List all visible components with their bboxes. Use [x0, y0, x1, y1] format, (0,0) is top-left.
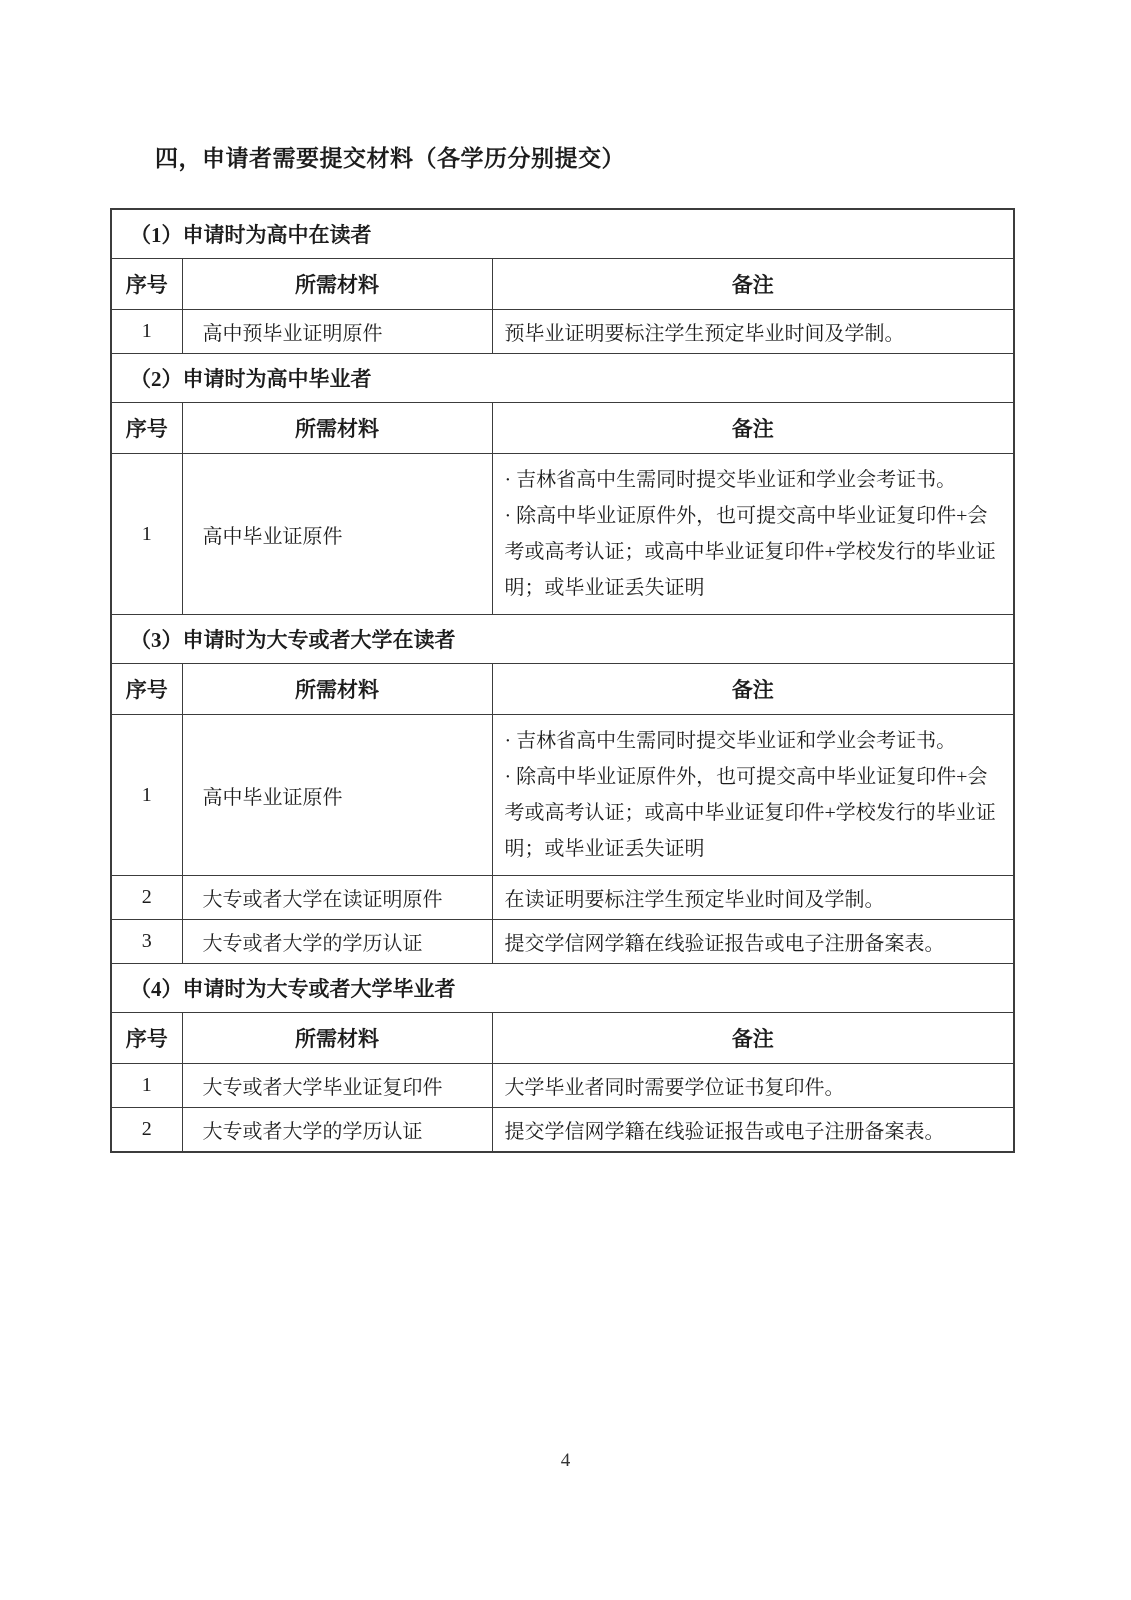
- document-title: 四，申请者需要提交材料（各学历分别提交）: [155, 146, 625, 171]
- row-number-cell: 1: [111, 454, 182, 615]
- remark-cell: [492, 920, 1014, 964]
- material-cell: 高中预毕业证明原件: [182, 310, 492, 354]
- table-row: [111, 876, 1014, 920]
- column-header-row: [111, 259, 1014, 310]
- row-number-cell: 2: [111, 1108, 182, 1152]
- section-row-3: [111, 615, 1014, 664]
- remark-cell: [492, 1064, 1014, 1108]
- remark-line: 提交学信网学籍在线验证报告或电子注册备案表。: [504, 933, 945, 955]
- remark-line: 在读证明要标注学生预定毕业时间及学制。: [504, 889, 885, 911]
- table-row: [111, 1064, 1014, 1108]
- table-row: [111, 715, 1014, 876]
- remark-cell: [492, 310, 1014, 354]
- table-row: [111, 920, 1014, 964]
- column-header-row: [111, 1013, 1014, 1064]
- remark-line: 提交学信网学籍在线验证报告或电子注册备案表。: [504, 1120, 945, 1143]
- remark-line: · 除高中毕业证原件外，也可提交高中毕业证复印件+会考或高考认证；或高中毕业证复印件+学校发行的毕业证明；或毕业证丢失证明: [504, 505, 996, 599]
- section-row-4: [111, 964, 1014, 1013]
- row-number-cell: 1: [111, 1064, 182, 1108]
- section-header: （2）申请时为高中毕业者: [111, 354, 1014, 403]
- remark-cell: [492, 715, 1014, 876]
- remark-line: · 吉林省高中生需同时提交毕业证和学业会考证书。: [504, 730, 957, 752]
- column-header-remark: 备注: [492, 259, 1014, 310]
- row-number-cell: 1: [111, 310, 182, 354]
- material-cell: 高中毕业证原件: [182, 454, 492, 615]
- material-cell: 高中毕业证原件: [182, 715, 492, 876]
- column-header-material: 所需材料: [182, 664, 492, 715]
- material-cell: 大专或者大学毕业证复印件: [182, 1064, 492, 1108]
- column-header-remark: 备注: [492, 1013, 1014, 1064]
- materials-table-body: [111, 209, 1014, 1152]
- column-header-remark: 备注: [492, 403, 1014, 454]
- remark-cell: [492, 1108, 1014, 1152]
- row-number-cell: 1: [111, 715, 182, 876]
- section-row-1: [111, 209, 1014, 259]
- row-number-cell: 2: [111, 876, 182, 920]
- row-number-cell: 3: [111, 920, 182, 964]
- material-cell: 大专或者大学的学历认证: [182, 920, 492, 964]
- column-header-material: 所需材料: [182, 1013, 492, 1064]
- table-row: [111, 454, 1014, 615]
- section-row-2: [111, 354, 1014, 403]
- column-header-row: [111, 403, 1014, 454]
- column-header-material: 所需材料: [182, 259, 492, 310]
- remark-cell: [492, 454, 1014, 615]
- column-header-material: 所需材料: [182, 403, 492, 454]
- column-header-no: 序号: [111, 1013, 182, 1064]
- material-cell: 大专或者大学在读证明原件: [182, 876, 492, 920]
- section-header: （4）申请时为大专或者大学毕业者: [111, 964, 1014, 1013]
- page-number: 4: [560, 1450, 571, 1471]
- section-header: （1）申请时为高中在读者: [111, 209, 1014, 259]
- table-row: [111, 310, 1014, 354]
- column-header-remark: 备注: [492, 664, 1014, 715]
- section-header: （3）申请时为大专或者大学在读者: [111, 615, 1014, 664]
- column-header-no: 序号: [111, 664, 182, 715]
- remark-line: · 除高中毕业证原件外，也可提交高中毕业证复印件+会考或高考认证；或高中毕业证复印件+学校发行的毕业证明；或毕业证丢失证明: [504, 766, 996, 860]
- material-cell: 大专或者大学的学历认证: [182, 1108, 492, 1152]
- column-header-no: 序号: [111, 259, 182, 310]
- remark-cell: [492, 876, 1014, 920]
- remark-line: 大学毕业者同时需要学位证书复印件。: [504, 1077, 845, 1099]
- remark-line: · 吉林省高中生需同时提交毕业证和学业会考证书。: [504, 469, 957, 491]
- materials-table: [110, 208, 1015, 1153]
- column-header-no: 序号: [111, 403, 182, 454]
- table-row: [111, 1108, 1014, 1152]
- remark-line: 预毕业证明要标注学生预定毕业时间及学制。: [504, 323, 905, 345]
- column-header-row: [111, 664, 1014, 715]
